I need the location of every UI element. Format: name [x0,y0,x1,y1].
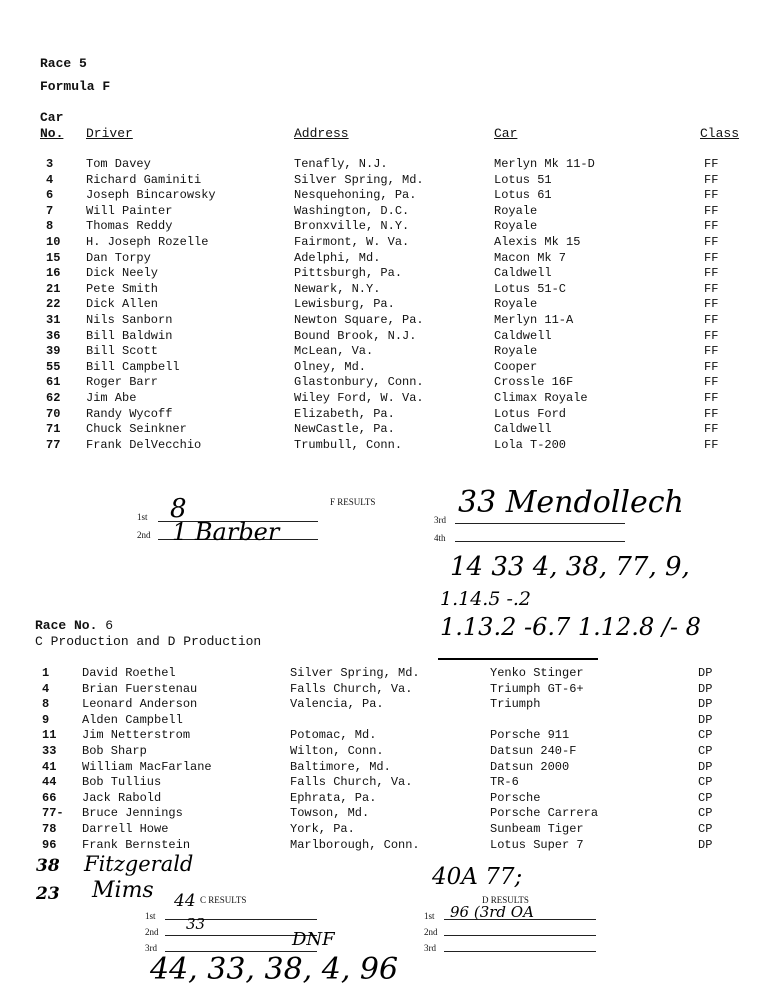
entry-car-model: Triumph [490,697,541,712]
f-third-label: 3rd [434,515,446,525]
f-note-underline [438,658,598,660]
hand-entry-no-1: 38 [36,856,60,876]
entry-car-model: Lotus 51 [494,172,552,187]
entry-car-model: Royale [494,219,538,234]
header-car-model: Car [494,126,518,141]
entry-car-number: 31 [46,313,61,327]
entry-car-number: 1 [42,666,50,680]
entry-car-number: 10 [46,235,61,249]
entry-class: CP [698,822,713,836]
entry-car-number: 36 [46,328,61,343]
entry-class: FF [704,375,719,390]
entry-address: Silver Spring, Md. [290,666,420,680]
entry-car-model: Cooper [494,359,538,374]
entry-driver: Nils Sanborn [86,313,173,327]
entry-class: CP [698,744,713,758]
entry-address: Lewisburg, Pa. [294,297,395,312]
entry-address: Silver Spring, Md. [294,172,424,187]
header-car-no: No. [40,126,64,141]
table-row [0,344,760,360]
entry-car-number: 96 [42,837,57,852]
entry-class: FF [704,297,719,312]
entry-address: Fairmont, W. Va. [294,235,410,249]
entry-car-number: 8 [42,697,50,712]
entry-driver: Randy Wycoff [86,406,173,421]
entry-class: FF [704,188,719,203]
table-row [0,438,760,454]
c-results-title: C RESULTS [200,895,247,905]
entry-address: Newark, N.Y. [294,281,381,296]
entry-car-model: Royale [494,344,538,359]
finish-order-note: 44, 33, 38, 4, 96 [150,952,399,987]
entry-class: FF [704,157,719,171]
entry-address: Elizabeth, Pa. [294,406,395,421]
race6-class-label: C Production and D Production [35,634,262,649]
table-row [0,697,760,713]
entry-car-model: Alexis Mk 15 [494,235,581,249]
entry-car-number: 8 [46,219,54,234]
entry-car-model: Triumph GT-6+ [490,681,584,696]
entry-class: DP [698,712,713,727]
entry-car-number: 39 [46,344,61,359]
table-row [0,791,760,807]
entry-class: FF [704,406,719,421]
entry-driver: Jim Abe [86,391,137,405]
f-third-value: 33 Mendollech [458,485,684,520]
entry-driver: Bruce Jennings [82,806,183,821]
entry-car-model: Datsun 240-F [490,744,577,758]
entry-address: Ephrata, Pa. [290,790,377,805]
entry-driver: Thomas Reddy [86,219,173,234]
entry-car-number: 9 [42,712,50,727]
entry-class: CP [698,775,713,790]
table-row [0,360,760,376]
entry-class: DP [698,666,713,680]
entry-class: FF [704,422,719,437]
entry-car-model: Caldwell [494,328,552,343]
table-row [0,157,760,173]
entry-car-number: 70 [46,406,61,421]
c-third-label: 3rd [145,943,157,953]
entry-class: FF [704,328,719,343]
entry-address: McLean, Va. [294,344,374,359]
table-row [0,329,760,345]
entry-address: Bound Brook, N.J. [294,328,417,343]
entry-driver: Tom Davey [86,157,151,171]
entry-address: Falls Church, Va. [290,775,413,790]
entry-address: Tenafly, N.J. [294,157,388,171]
entry-class: FF [704,391,719,405]
race5-class-label: Formula F [40,79,111,94]
table-row [0,713,760,729]
entry-class: FF [704,281,719,296]
entry-address: Nesquehoning, Pa. [294,188,417,203]
f-results-title: F RESULTS [330,497,376,507]
entry-car-model: Crossle 16F [494,375,574,390]
header-class: Class [700,126,740,141]
entry-car-number: 3 [46,157,54,171]
entry-car-model: Lotus 51-C [494,281,567,296]
table-row [0,806,760,822]
entry-car-number: 15 [46,250,61,265]
f-third-line [455,523,625,524]
entry-class: DP [698,759,713,774]
entry-car-model: Merlyn Mk 11-D [494,157,595,171]
entry-car-number: 55 [46,359,61,374]
entry-class: FF [704,235,719,249]
entry-class: FF [704,172,719,187]
entry-car-model: Porsche 911 [490,728,570,743]
table-row [0,838,760,854]
table-row [0,391,760,407]
entry-class: CP [698,806,713,821]
entry-address: Washington, D.C. [294,203,410,218]
hand-entry-name-1: Fitzgerald [84,852,194,876]
entry-car-model: Porsche Carrera [490,806,599,821]
d-third-line [444,951,596,952]
entry-class: FF [704,313,719,327]
entry-driver: H. Joseph Rozelle [86,235,209,249]
table-row [0,682,760,698]
table-row [0,235,760,251]
entry-car-number: 66 [42,790,57,805]
entry-car-number: 71 [46,422,61,437]
d-third-label: 3rd [424,943,436,953]
table-row [0,188,760,204]
entry-address: Newton Square, Pa. [294,313,424,327]
entry-driver: Brian Fuerstenau [82,681,198,696]
entry-address: Glastonbury, Conn. [294,375,424,390]
entry-car-model: Porsche [490,790,541,805]
f-note-1: 14 33 4, 38, 77, 9, [450,552,690,582]
table-row [0,297,760,313]
table-row [0,251,760,267]
table-row [0,313,760,329]
entry-driver: Joseph Bincarowsky [86,188,216,203]
f-second-label: 2nd [137,530,151,540]
entry-class: FF [704,203,719,218]
f-note-3: 1.13.2 -6.7 1.12.8 /- 8 [440,613,701,641]
entry-driver: Dan Torpy [86,250,151,265]
entry-address: Falls Church, Va. [290,681,413,696]
entry-class: DP [698,697,713,712]
entry-car-model: Caldwell [494,266,552,281]
entry-address: York, Pa. [290,822,355,836]
entry-car-number: 16 [46,266,61,281]
hand-entry-name-2: Mims [92,878,154,903]
entry-driver: Pete Smith [86,281,159,296]
d-first-label: 1st [424,911,435,921]
entry-car-model: Datsun 2000 [490,759,570,774]
entry-driver: Darrell Howe [82,822,169,836]
table-row [0,666,760,682]
entry-car-model: TR-6 [490,775,519,790]
c-first-value: 44 [174,891,196,911]
header-car: Car [40,110,64,125]
entry-car-number: 62 [46,391,61,405]
race6-label: Race No. [35,618,98,633]
entry-car-number: 77 [46,437,61,452]
entry-car-model: Merlyn 11-A [494,313,574,327]
entry-driver: William MacFarlane [82,759,212,774]
table-row [0,173,760,189]
c-second-label: 2nd [145,927,159,937]
entry-car-number: 33 [42,744,57,758]
entry-driver: Dick Neely [86,266,159,281]
entry-car-model: Lotus Ford [494,406,567,421]
c-first-label: 1st [145,911,156,921]
entry-car-number: 41 [42,759,57,774]
entry-class: DP [698,837,713,852]
entry-car-number: 44 [42,775,57,790]
entry-car-number: 6 [46,188,54,203]
entry-address: Olney, Md. [294,359,367,374]
table-row [0,775,760,791]
entry-car-model: Royale [494,203,538,218]
entry-car-number: 61 [46,375,61,390]
table-row [0,760,760,776]
entry-driver: Alden Campbell [82,712,183,727]
entry-class: CP [698,728,713,743]
entry-driver: Leonard Anderson [82,697,198,712]
entry-class: FF [704,359,719,374]
entry-address: Marlborough, Conn. [290,837,420,852]
f-note-2: 1.14.5 -.2 [440,588,532,610]
entry-car-number: 11 [42,728,57,743]
table-row [0,282,760,298]
entry-address: Baltimore, Md. [290,759,391,774]
entry-driver: Jim Netterstrom [82,728,191,743]
entry-car-model: Caldwell [494,422,552,437]
table-row [0,422,760,438]
entry-class: FF [704,219,719,234]
table-row [0,204,760,220]
f-second-value: 1 Barber [172,518,280,546]
entry-driver: Bob Sharp [82,744,147,758]
table-row [0,822,760,838]
entry-car-model: Climax Royale [494,391,588,405]
entry-car-model: Sunbeam Tiger [490,822,584,836]
f-fourth-line [455,541,625,542]
table-row [0,728,760,744]
d-second-line [444,935,596,936]
entry-address: Bronxville, N.Y. [294,219,410,234]
entry-car-number: 77- [42,806,64,821]
entry-address: Towson, Md. [290,806,370,821]
hand-entry-no-2: 23 [36,884,60,904]
dnf-note: DNF [292,929,335,950]
entry-car-number: 4 [42,681,50,696]
entry-car-number: 22 [46,297,61,312]
entry-car-model: Lola T-200 [494,437,567,452]
d-note: 40A 77; [432,864,523,890]
entry-address: NewCastle, Pa. [294,422,395,437]
entry-address: Pittsburgh, Pa. [294,266,403,281]
entry-address: Valencia, Pa. [290,697,384,712]
entry-class: FF [704,344,719,359]
entry-driver: David Roethel [82,666,176,680]
f-first-value: 8 [170,494,187,524]
entry-class: CP [698,790,713,805]
entry-driver: Will Painter [86,203,173,218]
table-row [0,375,760,391]
d-first-value: 96 (3rd OA [450,903,534,921]
table-row [0,744,760,760]
entry-driver: Dick Allen [86,297,159,312]
entry-driver: Chuck Seinkner [86,422,187,437]
race5-label: Race 5 [40,56,87,71]
c-second-value: 33 [186,915,206,933]
table-row [0,219,760,235]
entry-driver: Roger Barr [86,375,159,390]
entry-driver: Bill Scott [86,344,159,359]
f-fourth-label: 4th [434,533,446,543]
entry-driver: Frank Bernstein [82,837,191,852]
entry-driver: Bill Campbell [86,359,180,374]
entry-address: Wilton, Conn. [290,744,384,758]
entry-car-number: 7 [46,203,54,218]
entry-car-model: Macon Mk 7 [494,250,567,265]
d-results-title: D RESULTS [482,895,529,905]
entry-address: Wiley Ford, W. Va. [294,391,424,405]
header-driver: Driver [86,126,133,141]
entry-class: FF [704,437,719,452]
entry-class: FF [704,250,719,265]
entry-driver: Bill Baldwin [86,328,173,343]
entry-address: Adelphi, Md. [294,250,381,265]
entry-driver: Richard Gaminiti [86,172,202,187]
entry-car-number: 21 [46,281,61,296]
entry-car-model: Lotus 61 [494,188,552,203]
race6-number: 6 [105,618,114,633]
d-second-label: 2nd [424,927,438,937]
entry-car-model: Royale [494,297,538,312]
entry-car-number: 78 [42,822,57,836]
header-address: Address [294,126,349,141]
entry-driver: Frank DelVecchio [86,437,202,452]
entry-class: DP [698,681,713,696]
entry-car-number: 4 [46,172,54,187]
entry-car-model: Lotus Super 7 [490,837,584,852]
table-row [0,266,760,282]
entry-car-model: Yenko Stinger [490,666,584,680]
table-row [0,407,760,423]
race6-label-line [35,618,113,633]
f-first-label: 1st [137,512,148,522]
entry-address: Potomac, Md. [290,728,377,743]
entry-class: FF [704,266,719,281]
entry-driver: Jack Rabold [82,790,162,805]
entry-driver: Bob Tullius [82,775,162,790]
entry-address: Trumbull, Conn. [294,437,403,452]
